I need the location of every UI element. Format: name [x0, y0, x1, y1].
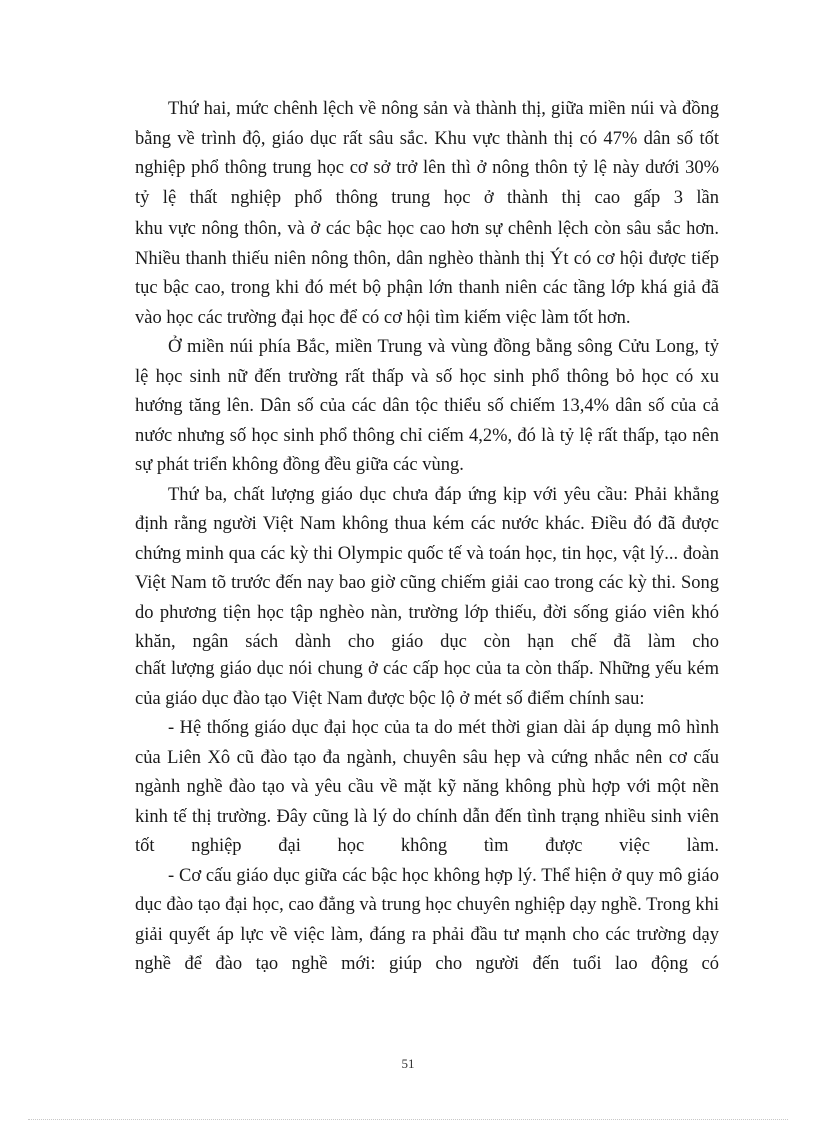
paragraph-5: chất lượng giáo dục nói chung ở các cấp học của ta còn thấp. Những yếu kém của giáo dục đào tạo Việt Nam được bộc lộ ở mét số điểm chính sau: — [135, 659, 719, 709]
paragraph-4: Thứ ba, chất lượng giáo dục chưa đáp ứng kịp với yêu cầu: Phải khẳng định rằng người Việt Nam không thua kém các nước khác. Điều đó đã được chứng minh qua các kỳ thi Olympic quốc tế và toán học, tin học, vật lý... đoàn Việt Nam tõ trước đến nay bao giờ cũng chiếm giải cao trong các kỳ thi. Song do phương tiện học tập nghèo nàn, trường lớp thiếu, đời sống giáo viên khó khăn, ngân sách dành cho giáo dục còn hạn chế đã làm cho — [135, 484, 719, 652]
paragraph-7: - Cơ cấu giáo dục giữa các bậc học không hợp lý. Thể hiện ở quy mô giáo dục đào tạo đại học, cao đẳng và trung học chuyên nghiệp dạy nghề. Trong khi giải quyết áp lực về việc làm, đáng ra phải đầu tư mạnh cho các trường dạy nghề để đào tạo nghề mới: giúp cho người đến tuổi lao động có — [135, 865, 719, 974]
paragraph-1: Thứ hai, mức chênh lệch về nông sản và thành thị, giữa miền núi và đồng bằng về trình độ, giáo dục rất sâu sắc. Khu vực thành thị có 47% dân số tốt nghiệp phổ thông trung học cơ sở trở lên thì ở nông thôn tỷ lệ này dưới 30% tỷ lệ thất nghiệp phổ thông trung học ở thành thị cao gấp 3 lần — [135, 99, 719, 208]
body-text-2 — [135, 215, 719, 658]
paragraph-2: khu vực nông thôn, và ở các bậc học cao hơn sự chênh lệch còn sâu sắc hơn. Nhiều thanh thiếu niên nông thôn, dân nghèo thành thị Ýt có cơ hội được tiếp tục bậc cao, trong khi đó mét bộ phận lớn thanh niên các tầng lớp khá giả đã vào học các trường đại học để có cơ hội tìm kiếm việc làm tốt hơn. — [135, 219, 719, 328]
footer-divider — [28, 1119, 788, 1120]
paragraph-6: - Hệ thống giáo dục đại học của ta do mét thời gian dài áp dụng mô hình của Liên Xô cũ đào tạo đa ngành, chuyên sâu hẹp và cứng nhắc nên cơ cấu ngành nghề đào tạo và yêu cầu về mặt kỹ năng không phù hợp với một nền kinh tế thị trường. Đây cũng là lý do chính dẫn đến tình trạng nhiều sinh viên tốt nghiệp đại học không tìm được việc làm. — [135, 718, 719, 856]
paragraph-3: Ở miền núi phía Bắc, miền Trung và vùng đồng bằng sông Cửu Long, tỷ lệ học sinh nữ đến trường rất thấp và số học sinh phổ thông bỏ học có xu hướng tăng lên. Dân số của các dân tộc thiểu số chiếm 13,4% dân số của cả nước nhưng số học sinh phổ thông chỉ ciếm 4,2%, đó là tỷ lệ rất thấp, tạo nên sự phát triển không đồng đều giữa các vùng. — [135, 337, 719, 475]
body-text-1 — [135, 95, 719, 213]
body-text-3 — [135, 655, 719, 980]
page-number: 51 — [401, 1056, 415, 1071]
